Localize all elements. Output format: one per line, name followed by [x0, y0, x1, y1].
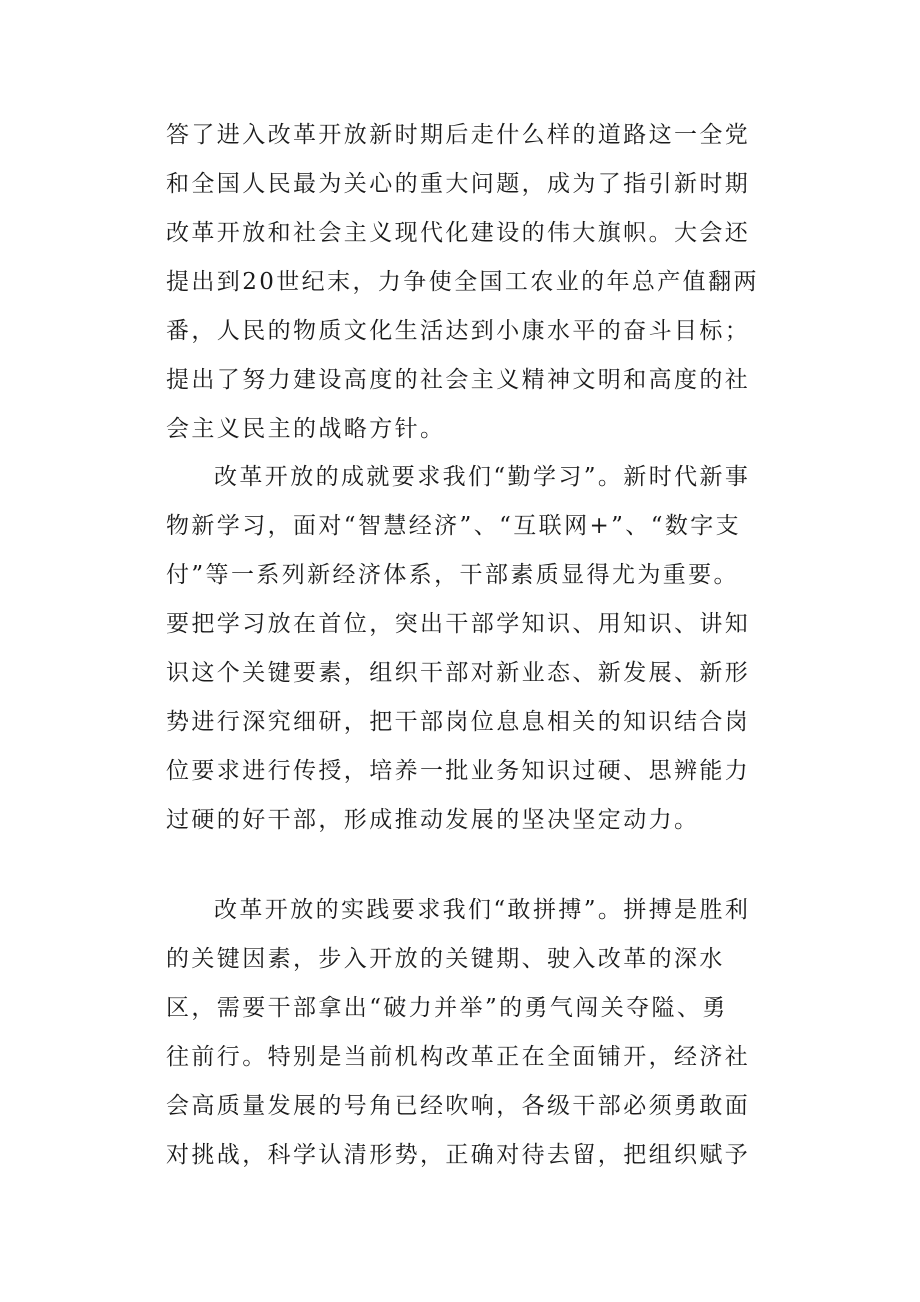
text-line: 对挑战，科学认清形势，正确对待去留，把组织赋予: [166, 1142, 751, 1168]
paragraph-first-line: 改革开放的成就要求我们“勤学习”。新时代新事: [214, 464, 751, 490]
text-line: 往前行。特别是当前机构改革正在全面铺开，经济社: [166, 1044, 751, 1070]
text-line: 提出到20世纪末，力争使全国工农业的年总产值翻两: [166, 269, 759, 295]
text-line: 和全国人民最为关心的重大问题，成为了指引新时期: [166, 171, 751, 197]
text-line: 答了进入改革开放新时期后走什么样的道路这一全党: [166, 122, 751, 148]
text-line: 区，需要干部拿出“破力并举”的勇气闯关夺隘、勇: [166, 995, 728, 1021]
text-line: 势进行深究细研，把干部岗位息息相关的知识结合岗: [166, 709, 751, 735]
text-line: 番，人民的物质文化生活达到小康水平的奋斗目标；: [166, 318, 751, 344]
text-line: 物新学习，面对“智慧经济”、“互联网+”、“数字支: [166, 513, 742, 539]
text-line: 要把学习放在首位，突出干部学知识、用知识、讲知: [166, 611, 751, 637]
text-line: 识这个关键要素，组织干部对新业态、新发展、新形: [166, 660, 751, 686]
text-line: 付”等一系列新经济体系，干部素质显得尤为重要。: [166, 562, 739, 588]
paragraph-first-line: 改革开放的实践要求我们“敢拼搏”。拼搏是胜利: [214, 897, 751, 923]
text-line: 过硬的好干部，形成推动发展的坚决坚定动力。: [166, 807, 700, 833]
text-line: 位要求进行传授，培养一批业务知识过硬、思辨能力: [166, 758, 751, 784]
text-line: 改革开放和社会主义现代化建设的伟大旗帜。大会还: [166, 220, 751, 246]
text-line: 的关键因素，步入开放的关键期、驶入改革的深水: [166, 946, 725, 972]
text-line: 提出了努力建设高度的社会主义精神文明和高度的社: [166, 367, 751, 393]
text-line: 会高质量发展的号角已经吹响，各级干部必须勇敢面: [166, 1093, 751, 1119]
text-line: 会主义民主的战略方针。: [166, 416, 446, 442]
